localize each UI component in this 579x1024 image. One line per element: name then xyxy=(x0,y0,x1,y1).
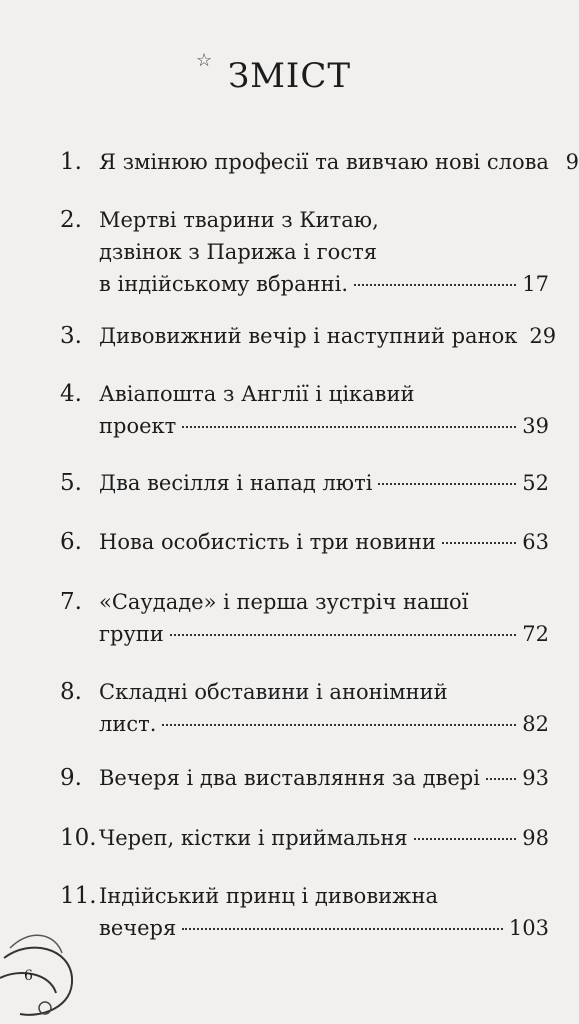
toc-entry xyxy=(60,762,550,794)
dot-leader xyxy=(354,283,516,286)
toc-entry xyxy=(60,880,550,944)
toc-entry xyxy=(60,526,550,558)
toc-entry-number: 11. xyxy=(60,883,97,909)
toc-entry-title-line: групи xyxy=(99,622,164,646)
toc-entry-page: 9 xyxy=(565,150,579,174)
toc-entry-number: 3. xyxy=(60,323,82,349)
toc-entry xyxy=(60,146,579,178)
toc-entry-page: 29 xyxy=(529,324,557,348)
toc-entry-title-line: Нова особистість і три новини xyxy=(99,530,436,554)
toc-entry-title-line: «Саудаде» і перша зустріч нашої xyxy=(99,590,469,614)
toc-entry-number: 6. xyxy=(60,529,82,555)
dot-leader xyxy=(162,723,516,726)
toc-entry xyxy=(60,586,550,650)
toc-entry-number: 2. xyxy=(60,207,82,233)
toc-entry xyxy=(60,467,550,499)
toc-entry-page: 98 xyxy=(522,826,549,850)
dot-leader xyxy=(378,482,516,485)
toc-entry-page: 39 xyxy=(522,414,549,438)
toc-entry-title-line: Вечеря і два виставляння за двері xyxy=(99,766,480,790)
toc-entry-page: 103 xyxy=(508,916,549,940)
toc-entry-title-line: вечеря xyxy=(99,916,177,940)
toc-entry-title-line: лист. xyxy=(99,712,157,736)
toc-entry-title-line: Авіапошта з Англії і цікавий xyxy=(99,382,415,406)
toc-entry-page: 82 xyxy=(522,712,549,736)
toc-entry-page: 63 xyxy=(522,530,549,554)
dot-leader xyxy=(414,837,517,840)
dot-leader xyxy=(442,541,516,544)
toc-entry-title-line: Індійський принц і дивовижна xyxy=(99,884,438,908)
dot-leader xyxy=(182,425,516,428)
toc-entry-number: 4. xyxy=(60,381,82,407)
toc-entry-title-line: Складні обставини і анонімний xyxy=(99,680,448,704)
toc-entry xyxy=(60,204,550,300)
dot-leader xyxy=(170,633,516,636)
toc-entry-number: 8. xyxy=(60,679,82,705)
page-title: ЗМІСТ xyxy=(227,56,352,96)
leaf-ornament-icon xyxy=(0,918,80,1024)
dot-leader xyxy=(182,927,503,930)
toc-entry-title-line: дзвінок з Парижа і гостя xyxy=(99,240,377,264)
toc-entry-page: 52 xyxy=(522,471,549,495)
toc-entry-page: 72 xyxy=(522,622,549,646)
toc-entry-page: 17 xyxy=(522,272,549,296)
toc-entry-number: 9. xyxy=(60,765,82,791)
toc-entry xyxy=(60,378,550,442)
toc-entry-title-line: Череп, кістки і приймальня xyxy=(99,826,408,850)
toc-entry-number: 1. xyxy=(60,149,82,175)
toc-entry xyxy=(60,320,557,352)
toc-entry-number: 7. xyxy=(60,589,82,615)
toc-entry xyxy=(60,822,550,854)
toc-entry-page: 93 xyxy=(522,766,549,790)
page-number: 6 xyxy=(24,968,33,984)
toc-entry-title-line: в індійському вбранні. xyxy=(99,272,348,296)
toc-entry-title-line: проект xyxy=(99,414,177,438)
star-ornament-icon: ☆ xyxy=(196,50,213,71)
toc-entry-title-line: Дивовижний вечір і наступний ранок xyxy=(99,324,518,348)
toc-entry-title-line: Я змінюю професії та вивчаю нові слова xyxy=(99,150,549,174)
dot-leader xyxy=(486,777,516,780)
toc-entry-title-line: Мертві тварини з Китаю, xyxy=(99,208,379,232)
toc-entry xyxy=(60,676,550,740)
toc-entry-number: 5. xyxy=(60,470,82,496)
toc-entry-number: 10. xyxy=(60,825,97,851)
toc-entry-title-line: Два весілля і напад люті xyxy=(99,471,373,495)
